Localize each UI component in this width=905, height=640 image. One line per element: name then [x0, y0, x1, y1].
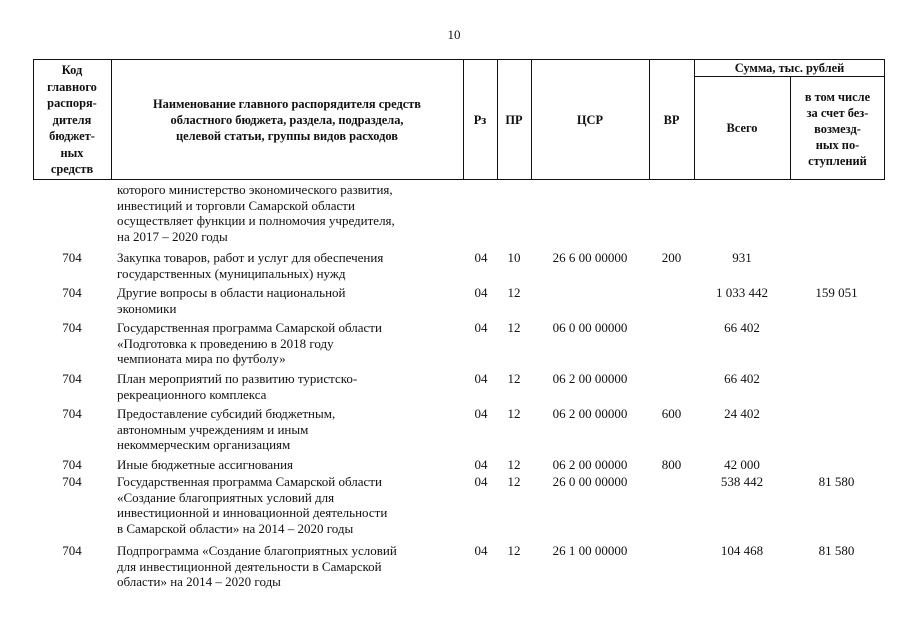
cell-name: [117, 182, 467, 244]
header-code-line: ных: [60, 145, 84, 160]
header-code-line: бюджет-: [49, 129, 95, 144]
header-incl-line: возмезд-: [814, 121, 861, 136]
header-name-line: областного бюджета, раздела, подраздела,: [170, 113, 404, 127]
cell-name-line: Предоставление субсидий бюджетным,: [117, 406, 336, 421]
cell-code: 704: [62, 320, 82, 335]
cell-name-line: «Подготовка к проведению в 2018 году: [117, 335, 334, 351]
cell-name-line: экономики: [117, 300, 177, 316]
cell-name-line: Иные бюджетные ассигнования: [117, 457, 294, 472]
cell-name-line: некоммерческим организациям: [117, 437, 291, 452]
cell-gift: 81 580: [818, 474, 855, 489]
cell-pr: 12: [507, 285, 521, 300]
cell-gift: 81 580: [818, 543, 855, 558]
cell-total: 24 402: [724, 406, 760, 421]
cell-name: [117, 250, 467, 281]
cell-rz: 04: [474, 457, 488, 472]
cell-name: [117, 543, 467, 590]
cell-code: 704: [62, 457, 82, 472]
cell-name-line: для инвестиционной деятельности в Самарской: [117, 558, 382, 574]
header-name: [111, 60, 463, 180]
header-code-line: средств: [50, 162, 94, 177]
header-vr: ВР: [663, 112, 680, 127]
header-incl-line: в том числе: [804, 89, 871, 104]
cell-csr: 26 0 00 00000: [552, 474, 628, 489]
cell-csr: 26 1 00 00000: [552, 543, 628, 558]
cell-name-line: План мероприятий по развитию туристско-: [117, 371, 358, 386]
cell-pr: 12: [507, 457, 521, 472]
header-csr: ЦСР: [576, 112, 604, 127]
cell-name-line: автономным учреждениям и иным: [117, 421, 309, 437]
cell-pr: 12: [507, 543, 521, 558]
cell-rz: 04: [474, 371, 488, 386]
cell-name: [117, 406, 467, 453]
cell-rz: 04: [474, 250, 488, 265]
cell-csr: 26 6 00 00000: [552, 250, 628, 265]
cell-rz: 04: [474, 406, 488, 421]
header-total: Всего: [726, 121, 758, 135]
cell-pr: 12: [507, 371, 521, 386]
cell-vr: 200: [661, 250, 682, 265]
header-sum-group: Сумма, тыс. рублей: [734, 61, 845, 75]
header-incl-line: за счет без-: [806, 105, 869, 120]
cell-name-line: инвестиций и торговли Самарской области: [117, 197, 355, 213]
cell-name-line: на 2017 – 2020 годы: [117, 228, 228, 244]
cell-name: [117, 320, 467, 367]
cell-pr: 12: [507, 406, 521, 421]
cell-code: 704: [62, 371, 82, 386]
cell-rz: 04: [474, 543, 488, 558]
cell-total: 1 033 442: [716, 285, 768, 300]
cell-total: 538 442: [720, 474, 764, 489]
cell-code: 704: [62, 285, 82, 300]
header-code-line: распоря-: [47, 96, 97, 111]
header-code-line: дителя: [52, 112, 92, 127]
header-incl-line: ных по-: [815, 137, 860, 152]
cell-rz: 04: [474, 285, 488, 300]
cell-pr: 10: [507, 250, 521, 265]
header-name-line: целевой статьи, группы видов расходов: [176, 129, 398, 143]
cell-name-line: в Самарской области» на 2014 – 2020 годы: [117, 520, 354, 536]
cell-total: 66 402: [724, 371, 760, 386]
cell-name-line: инвестиционной и инновационной деятельности: [117, 505, 388, 520]
header-name-line: Наименование главного распорядителя средств: [152, 97, 421, 111]
cell-vr: 800: [661, 457, 682, 472]
cell-name: [117, 285, 467, 316]
cell-name-line: Подпрограмма «Создание благоприятных условий: [117, 543, 397, 558]
cell-name-line: Закупка товаров, работ и услуг для обеспечения: [117, 250, 384, 265]
header-code-line: главного: [47, 79, 97, 94]
cell-total: 931: [732, 250, 752, 265]
header-incl-line: ступлений: [808, 153, 867, 168]
cell-name-line: Государственная программа Самарской области: [117, 320, 382, 335]
cell-code: 704: [62, 250, 82, 265]
cell-rz: 04: [474, 320, 488, 335]
header-code-line: Код: [61, 63, 83, 78]
cell-total: 42 000: [724, 457, 760, 472]
cell-csr: 06 0 00 00000: [552, 320, 628, 335]
header-rz: Рз: [473, 112, 487, 127]
header-incl: [790, 77, 885, 180]
cell-name-line: рекреационного комплекса: [117, 386, 267, 402]
cell-csr: 06 2 00 00000: [552, 371, 628, 386]
cell-code: 704: [62, 406, 82, 421]
cell-vr: 600: [661, 406, 682, 421]
cell-code: 704: [62, 543, 82, 558]
cell-name: [117, 457, 467, 473]
cell-name-line: которого министерство экономического развития,: [117, 182, 393, 197]
cell-gift: 159 051: [815, 285, 858, 300]
cell-pr: 12: [507, 474, 521, 489]
cell-name-line: области» на 2014 – 2020 годы: [117, 574, 281, 589]
cell-csr: 06 2 00 00000: [552, 457, 628, 472]
cell-name-line: Другие вопросы в области национальной: [117, 285, 346, 300]
cell-csr: 06 2 00 00000: [552, 406, 628, 421]
cell-total: 104 468: [720, 543, 764, 558]
cell-name-line: Государственная программа Самарской области: [117, 474, 382, 489]
cell-name: [117, 474, 467, 536]
cell-name: [117, 371, 467, 402]
header-pr: ПР: [505, 112, 523, 127]
cell-pr: 12: [507, 320, 521, 335]
cell-name-line: «Создание благоприятных условий для: [117, 489, 335, 505]
cell-name-line: чемпионата мира по футболу»: [117, 351, 286, 366]
cell-name-line: осуществляет функции и полномочия учредителя,: [117, 213, 395, 228]
page-number: 10: [447, 27, 461, 42]
cell-code: 704: [62, 474, 82, 489]
cell-total: 66 402: [724, 320, 760, 335]
cell-name-line: государственных (муниципальных) нужд: [117, 265, 346, 281]
cell-rz: 04: [474, 474, 488, 489]
header-code: [33, 60, 111, 180]
